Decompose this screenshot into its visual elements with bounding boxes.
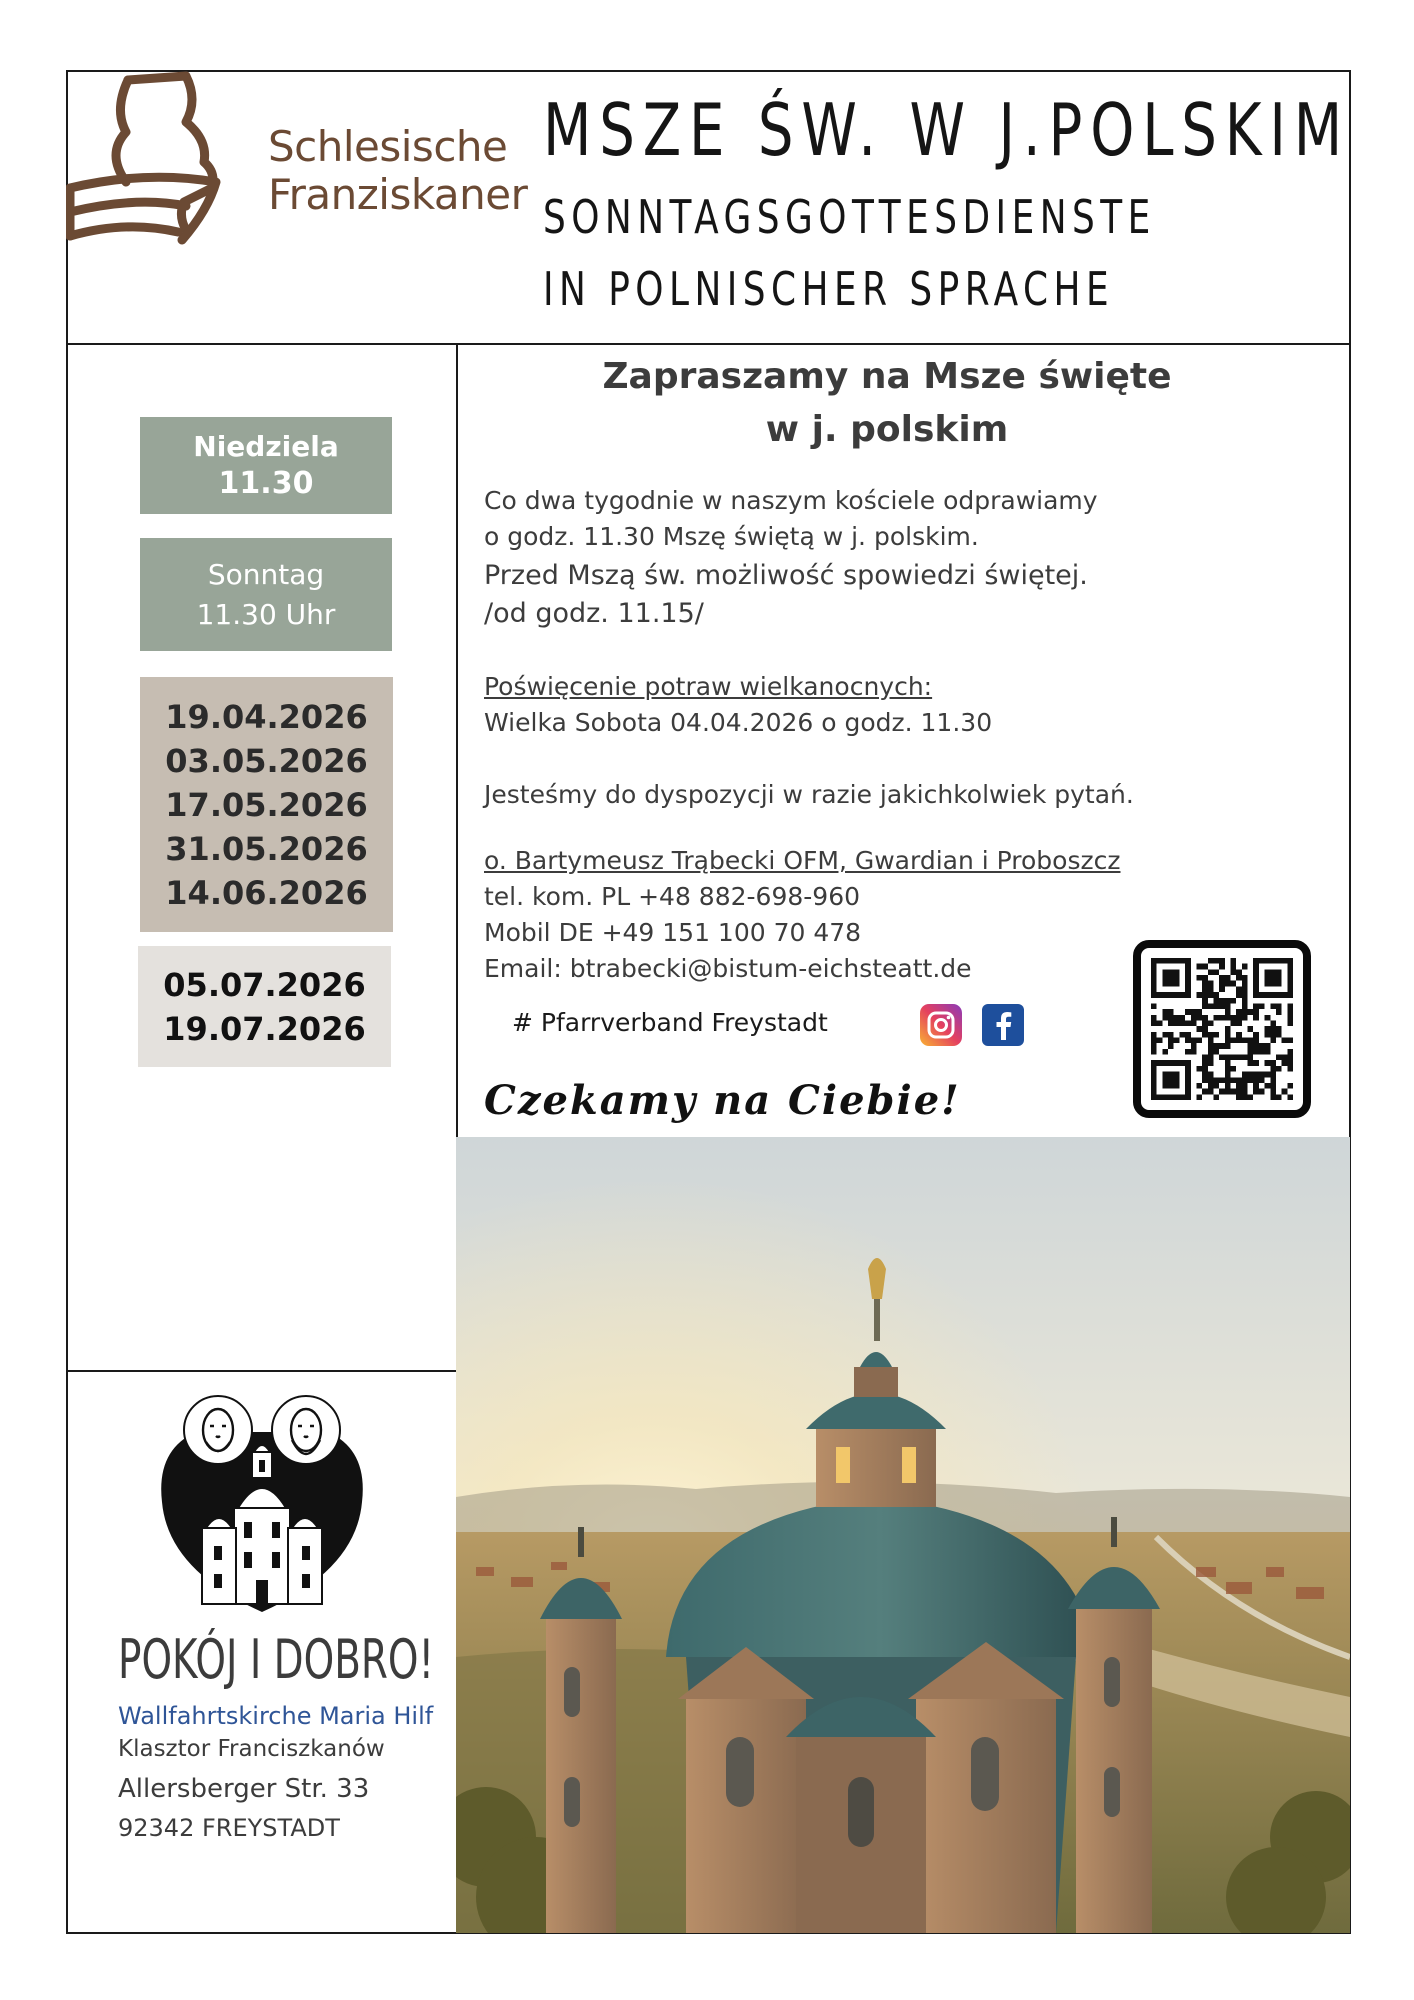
church-name: Wallfahrtskirche Maria Hilf <box>118 1702 434 1730</box>
brand-name-line1: Schlesische <box>268 122 508 171</box>
polish-day-label: Niedziela <box>193 429 339 463</box>
date-item: 05.07.2026 <box>163 965 366 1004</box>
street-address: Allersberger Str. 33 <box>118 1774 370 1804</box>
german-time-label: 11.30 Uhr <box>196 597 336 631</box>
monastery-name: Klasztor Franciszkanów <box>118 1736 385 1762</box>
header-divider <box>66 343 1351 345</box>
contact-name-link[interactable]: o. Bartymeusz Trąbecki OFM, Gwardian i Proboszcz <box>484 846 1121 875</box>
email-text[interactable]: Email: btrabecki@bistum-eichsteatt.de <box>484 954 972 983</box>
saints-church-logo-icon <box>156 1390 368 1614</box>
easter-text: Wielka Sobota 04.04.2026 o godz. 11.30 <box>484 708 993 737</box>
intro-line1: Co dwa tygodnie w naszym kościele odprawiamy <box>484 486 1098 515</box>
date-item: 19.04.2026 <box>165 697 368 736</box>
qr-code[interactable] <box>1133 940 1311 1118</box>
facebook-icon[interactable] <box>982 1004 1024 1046</box>
church-photo <box>456 1137 1350 1933</box>
phone-de: Mobil DE +49 151 100 70 478 <box>484 918 862 947</box>
page-subtitle-line1: SONNTAGSGOTTESDIENSTE <box>543 190 1156 244</box>
easter-heading: Poświęcenie potraw wielkanocnych: <box>484 672 933 701</box>
invitation-heading <box>462 350 1312 456</box>
phone-pl: tel. kom. PL +48 882-698-960 <box>484 882 861 911</box>
franciscan-logo-icon <box>66 70 246 255</box>
intro-line2: o godz. 11.30 Mszę świętą w j. polskim. <box>484 522 979 551</box>
invitation-heading-line2: w j. polskim <box>765 409 1009 450</box>
hashtag-text: # Pfarrverband Freystadt <box>512 1008 828 1037</box>
instagram-icon[interactable] <box>920 1004 962 1046</box>
brand-name-line2: Franziskaner <box>268 170 528 219</box>
confession-line2: /od godz. 11.15/ <box>484 598 704 629</box>
german-day-label: Sonntag <box>207 557 325 591</box>
invitation-heading-line1: Zapraszamy na Msze święte <box>602 356 1172 397</box>
dates-box-summer <box>138 946 391 1067</box>
page-title: MSZE ŚW. W J.POLSKIM <box>543 88 1350 172</box>
polish-time-label: 11.30 <box>218 465 314 501</box>
dates-box-spring <box>140 677 393 932</box>
confession-line1: Przed Mszą św. możliwość spowiedzi świętej. <box>484 560 1088 591</box>
motto-heading: POKÓJ I DOBRO! <box>118 1628 435 1691</box>
date-item: 03.05.2026 <box>165 741 368 780</box>
polish-time-box <box>140 417 392 514</box>
closing-slogan: Czekamy na Ciebie! <box>484 1077 961 1124</box>
german-time-box <box>140 538 392 651</box>
column-divider <box>456 343 458 1138</box>
page-subtitle-line2: IN POLNISCHER SPRACHE <box>543 262 1115 316</box>
city-address: 92342 FREYSTADT <box>118 1814 340 1842</box>
date-item: 14.06.2026 <box>165 873 368 912</box>
date-item: 19.07.2026 <box>163 1009 366 1048</box>
left-column-divider <box>66 1370 456 1372</box>
date-item: 17.05.2026 <box>165 785 368 824</box>
questions-text: Jesteśmy do dyspozycji w razie jakichkolwiek pytań. <box>484 780 1134 809</box>
date-item: 31.05.2026 <box>165 829 368 868</box>
